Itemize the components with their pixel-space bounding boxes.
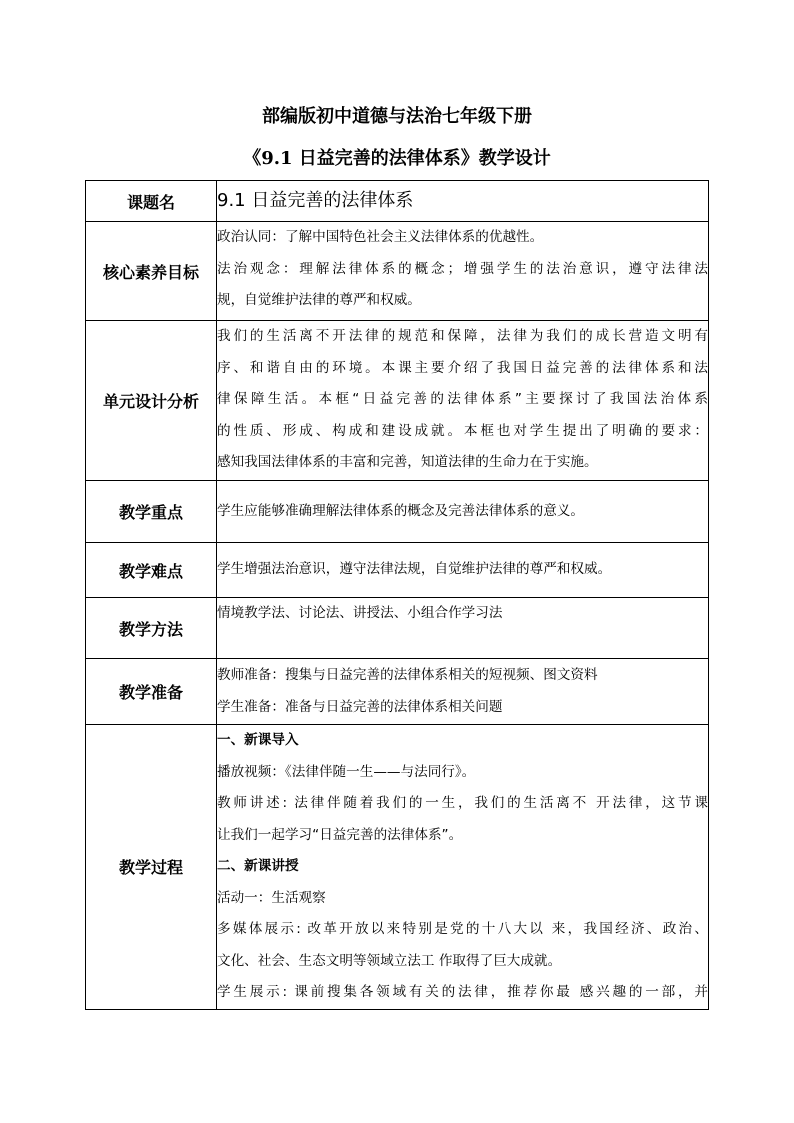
value-key-points: 学生应能够准确理解法律体系的概念及完善法律体系的意义。 [217, 481, 709, 543]
process-line: 多媒体展示: 改革开放以来特别是党的十八大以 来，我国经济、政治、 [217, 921, 708, 937]
unit-analysis-line: 的性质、形成、构成和建设成就。本框也对学生提出了明确的要求： [217, 422, 708, 439]
label-preparation: 教学准备 [86, 659, 217, 725]
row-methods [86, 598, 709, 659]
row-difficulties [86, 543, 709, 598]
value-difficulties: 学生增强法治意识，遵守法律法规，自觉维护法律的尊严和权威。 [217, 543, 709, 598]
row-process [86, 725, 709, 1010]
value-preparation [217, 659, 709, 725]
value-core-goals [217, 222, 709, 321]
process-line: 活动一：生活观察 [217, 889, 326, 906]
value-process [217, 725, 709, 1010]
unit-analysis-line: 序、和谐自由的环境。本课主要介绍了我国日益完善的法律体系和法 [217, 359, 708, 376]
row-core-goals [86, 222, 709, 321]
core-goals-line: 政治认同：了解中国特色社会主义法律体系的优越性。 [217, 229, 544, 245]
label-process: 教学过程 [86, 725, 217, 1010]
document-title: 部编版初中道德与法治七年级下册 [262, 106, 532, 127]
row-unit-analysis [86, 321, 709, 481]
row-preparation [86, 659, 709, 725]
preparation-line: 教师准备：搜集与日益完善的法律体系相关的短视频、图文资料 [217, 667, 598, 683]
value-unit-analysis [217, 321, 709, 481]
process-line: 学生展示: 课前搜集各领域有关的法律，推荐你最 感兴趣的一部，并 [217, 984, 708, 1000]
label-topic: 课题名 [86, 181, 217, 222]
row-key-points [86, 481, 709, 543]
core-goals-line: 规，自觉维护法律的尊严和权威。 [217, 292, 421, 308]
process-line: 教师讲述: 法律伴随着我们的一生，我们的生活离不 开法律，这节课 [217, 795, 708, 811]
unit-analysis-line: 我们的生活离不开法律的规范和保障，法律为我们的成长营造文明有 [217, 328, 708, 344]
document-subtitle: 《9.1 日益完善的法律体系》教学设计 [243, 148, 551, 169]
process-line: 播放视频：《法律伴随一生——与法同行》。 [217, 763, 476, 780]
process-section-heading: 一、新课导入 [217, 732, 299, 748]
methods-line: 情境教学法、讨论法、讲授法、小组合作学习法 [217, 605, 503, 621]
label-methods: 教学方法 [86, 598, 217, 659]
label-core-goals: 核心素养目标 [86, 222, 217, 321]
process-section-heading: 二、新课讲授 [217, 858, 299, 874]
unit-analysis-line: 律保障生活。本框“日益完善的法律体系”主要探讨了我国法治体系 [217, 391, 708, 407]
label-difficulties: 教学难点 [86, 543, 217, 598]
label-key-points: 教学重点 [86, 481, 217, 543]
process-line: 文化、社会、生态文明等领域立法工 作取得了巨大成就。 [217, 952, 562, 969]
process-line: 让我们一起学习“日益完善的法律体系”。 [217, 826, 463, 843]
row-topic [86, 181, 709, 222]
value-methods [217, 598, 709, 659]
value-topic: 9.1 日益完善的法律体系 [217, 181, 709, 222]
label-unit-analysis: 单元设计分析 [86, 321, 217, 481]
preparation-line: 学生准备：准备与日益完善的法律体系相关问题 [217, 698, 503, 715]
lesson-plan-table [85, 180, 709, 1010]
core-goals-line: 法治观念：理解法律体系的概念；增强学生的法治意识，遵守法律法 [217, 260, 708, 277]
unit-analysis-line: 感知我国法律体系的丰富和完善，知道法律的生命力在于实施。 [217, 454, 598, 470]
